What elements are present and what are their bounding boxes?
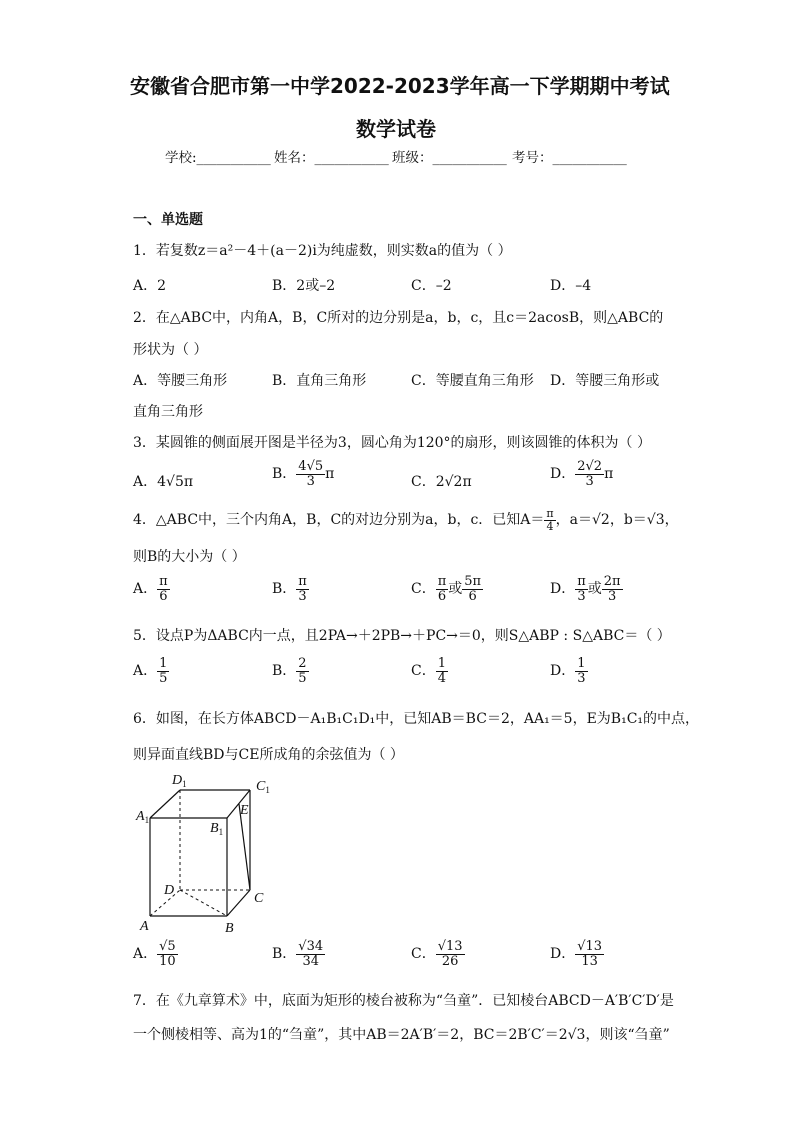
segment-bd-hidden <box>180 890 227 916</box>
page-subtitle: 数学试卷 <box>356 117 436 141</box>
label-c: C <box>254 891 264 906</box>
q2-stem-line2: 形状为（ ） <box>133 342 208 358</box>
q5-option-a: A． $\frac{1}{5}$ <box>133 656 168 686</box>
q1-option-d: D．–4 <box>550 278 592 294</box>
label-b: B <box>225 921 234 936</box>
q3-stem: 3．某圆锥的侧面展开图是半径为3，圆心角为120°的扇形，则该圆锥的体积为（ ） <box>133 435 651 451</box>
q4-option-d: D． $\frac{\pi}{3}$ 或 $\frac{2\pi}{3}$ <box>550 574 621 604</box>
q7-stem-line2: 一个侧棱相等、高为1的“刍童”，其中AB＝2A′B′＝2，BC＝2B′C′＝2√3，则该“刍童” <box>133 1027 670 1043</box>
label-d1: $D_1$ <box>172 773 187 789</box>
q6-stem-line2: 则异面直线BD与CE所成角的余弦值为（ ） <box>133 747 404 763</box>
q6-stem-line1: 6．如图，在长方体ABCD－A₁B₁C₁D₁中，已知AB＝BC＝2，AA₁＝5，E为B₁C₁的中点， <box>133 711 700 727</box>
label-e: E <box>240 803 249 818</box>
q2-option-d-cont: 直角三角形 <box>133 404 203 420</box>
q6-option-d: D． $\frac{√13}{13}$ <box>550 939 603 969</box>
q1-stem: 1．若复数z＝a²－4＋(a－2)i为纯虚数，则实数a的值为（ ） <box>133 243 512 259</box>
exam-number-field: 考号：___________ <box>512 150 627 166</box>
q7-stem-line1: 7．在《九章算术》中，底面为矩形的棱台被称为“刍童”．已知棱台ABCD－A′B′C′D′是 <box>133 993 674 1009</box>
q5-option-b: B． $\frac{2}{5}$ <box>272 656 307 686</box>
q3-option-c: C．2√2π <box>411 474 472 490</box>
q4-stem-line2: 则B的大小为（ ） <box>133 549 246 565</box>
q2-option-a: A．等腰三角形 <box>133 373 228 389</box>
label-a: A <box>140 919 149 934</box>
label-c1: $C_1$ <box>256 779 270 795</box>
q3-option-d: D． $\frac{2√2}{3}$ π <box>550 459 614 489</box>
edge-a1-d1 <box>150 790 180 818</box>
q5-option-c: C． $\frac{1}{4}$ <box>411 656 446 686</box>
q6-option-a: A． $\frac{√5}{10}$ <box>133 939 176 969</box>
q6-option-c: C． $\frac{√13}{26}$ <box>411 939 463 969</box>
section-heading: 一、单选题 <box>133 212 203 228</box>
label-b1: $B_1$ <box>210 821 224 837</box>
q1-option-b: B．2或–2 <box>272 278 336 294</box>
q5-option-d: D． $\frac{1}{3}$ <box>550 656 586 686</box>
q3-option-b: B． $\frac{4√5}{3}$ π <box>272 459 335 489</box>
cuboid-figure <box>130 766 280 936</box>
q3-option-a: A．4√5π <box>133 474 194 490</box>
q2-option-b: B．直角三角形 <box>272 373 367 389</box>
q6-option-b: B． $\frac{√34}{34}$ <box>272 939 324 969</box>
q1-option-c: C．–2 <box>411 278 452 294</box>
q2-option-c: C．等腰直角三角形 <box>411 373 534 389</box>
page-title: 安徽省合肥市第一中学2022-2023学年高一下学期期中考试 <box>130 74 670 98</box>
edge-b-c <box>227 890 250 916</box>
class-field: 班级：___________ <box>392 150 507 166</box>
name-field: 姓名：___________ <box>274 150 389 166</box>
q5-stem: 5．设点P为ΔABC内一点，且2PA→＋2PB→＋PC→＝0，则S△ABP : S△ABC＝（ ） <box>133 628 671 644</box>
q2-option-d: D．等腰三角形或 <box>550 373 660 389</box>
label-a1: $A_1$ <box>136 809 150 825</box>
q4-option-b: B． $\frac{\pi}{3}$ <box>272 574 307 604</box>
q4-option-a: A． $\frac{\pi}{6}$ <box>133 574 168 604</box>
school-field: 学校:___________ <box>165 150 271 166</box>
q4-option-c: C． $\frac{\pi}{6}$ 或 $\frac{5\pi}{6}$ <box>411 574 482 604</box>
q1-option-a: A．2 <box>133 278 167 294</box>
q2-stem-line1: 2．在△ABC中，内角A，B，C所对的边分别是a，b，c，且c＝2acosB，则△ABC的 <box>133 310 664 326</box>
q4-stem-line1: 4．△ABC中，三个内角A，B，C的对边分别为a，b，c．已知A＝ $\frac{\pi}{4}$ ，a＝√2，b＝√3， <box>133 507 679 533</box>
label-d: D <box>164 883 175 898</box>
